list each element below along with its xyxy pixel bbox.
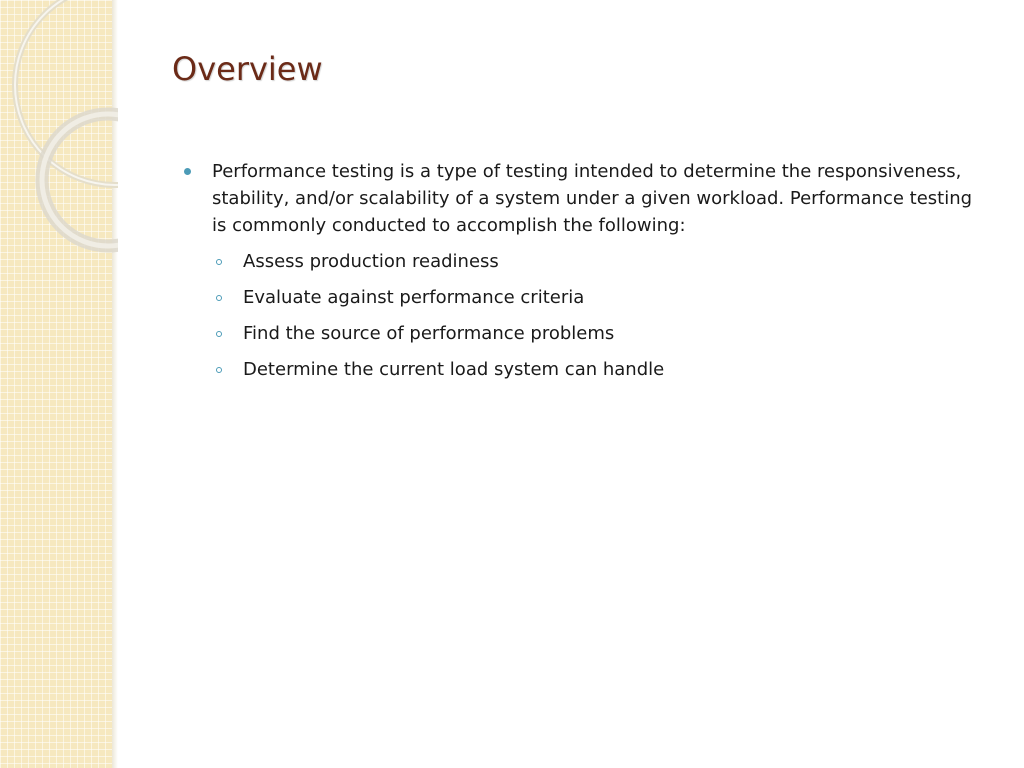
sub-bullet-text: Assess production readiness [243,251,499,272]
bullet-ring-icon [216,331,222,337]
sub-bullet [212,320,982,356]
sub-bullet-text: Evaluate against performance criteria [243,287,585,308]
decorative-circles [0,0,118,260]
bullet-dot-icon [184,168,191,175]
bullet-ring-icon [216,367,222,373]
bullet-ring-icon [216,295,222,301]
main-bullet [182,158,982,239]
sub-bullet-text: Determine the current load system can handle [243,359,665,380]
sub-bullet-text: Find the source of performance problems [243,323,615,344]
slide-title: Overview [172,50,323,88]
sub-bullet-list [182,248,982,392]
sub-bullet [212,284,982,320]
sub-bullet [212,356,982,392]
main-bullet-text: Performance testing is a type of testing intended to determine the responsiveness, stability, and/or scalability of a system under a given workload. Performance testing is commonly conducted to accomplish the following: [212,161,973,236]
slide-body [182,158,982,392]
bullet-ring-icon [216,259,222,265]
sub-bullet [212,248,982,284]
